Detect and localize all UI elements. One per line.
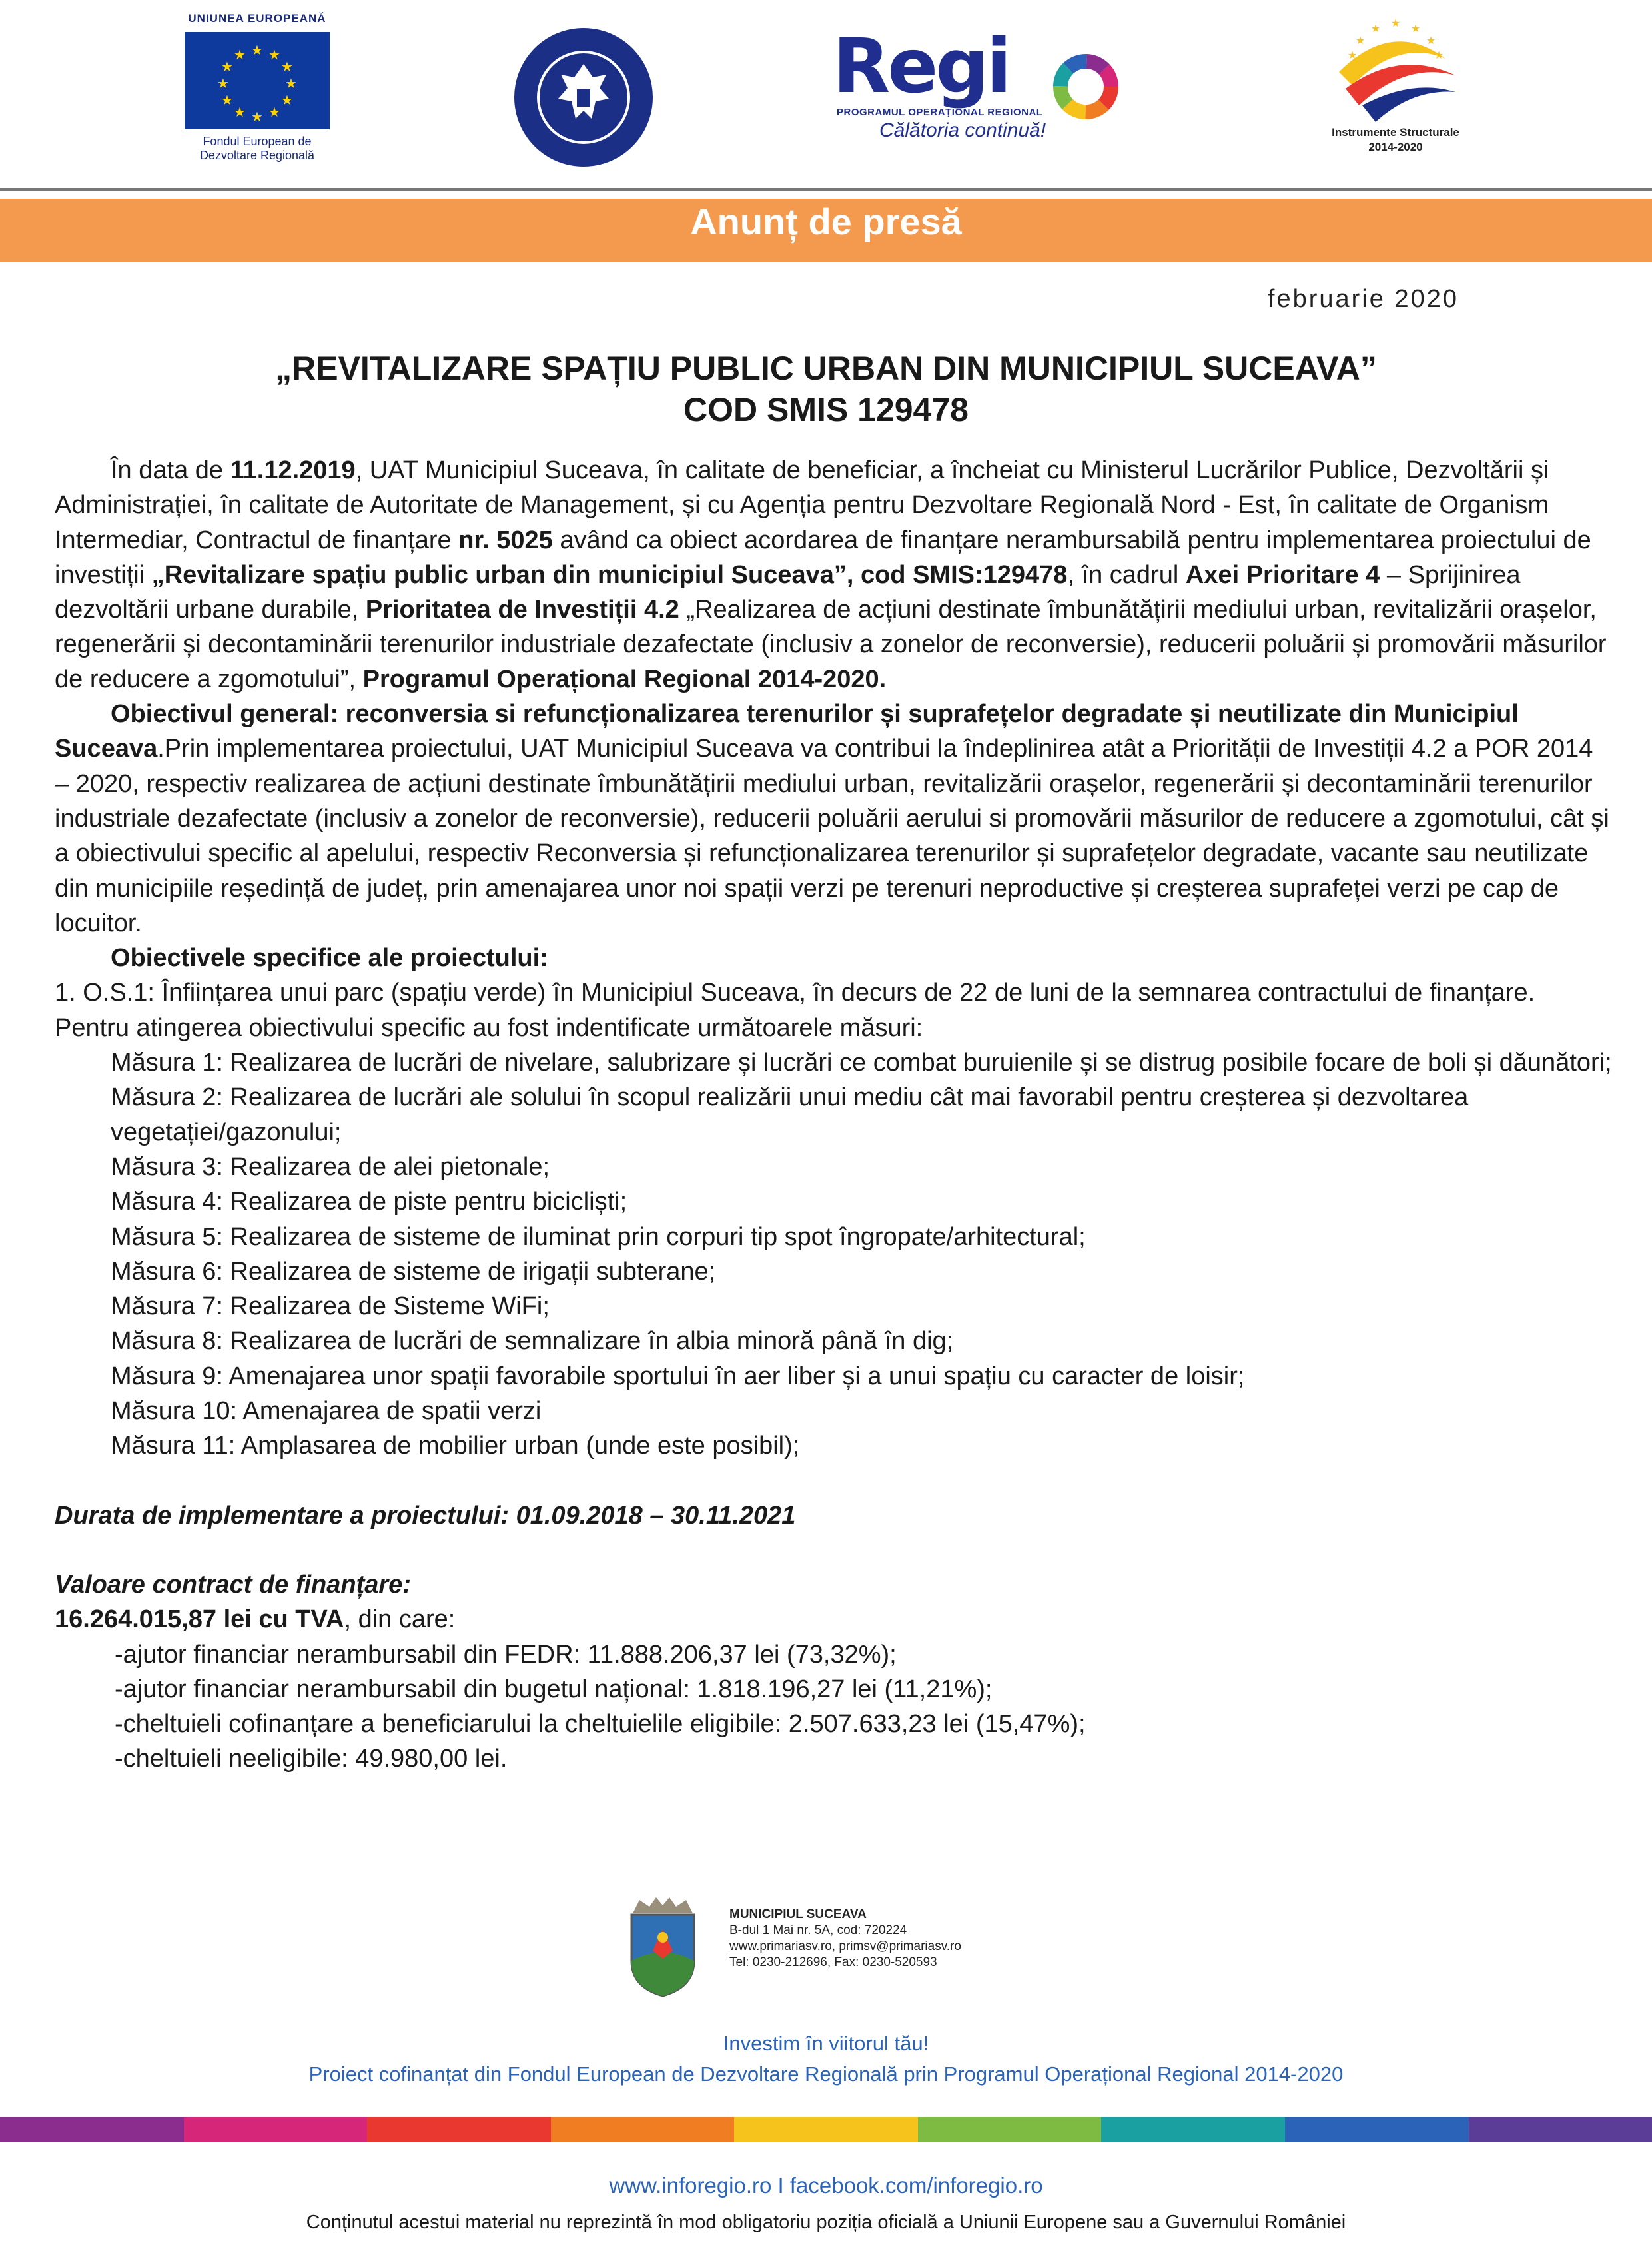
measure-item: Măsura 11: Amplasarea de mobilier urban (unde este posibil); <box>111 1432 800 1460</box>
structural-instruments-line1: Instrumente Structurale <box>1332 126 1459 139</box>
beneficiary-phone: Tel: 0230-212696, Fax: 0230-520593 <box>729 1955 937 1969</box>
financing-total <box>55 1602 1613 1637</box>
structural-instruments-icon <box>1312 12 1479 125</box>
svg-text:★: ★ <box>1355 34 1366 47</box>
svg-text:★: ★ <box>1390 17 1401 29</box>
intro-text: , UAT Municipiul Suceava, în calitate de beneficiar, a încheiat cu Ministerul Lucrărilor Publice, Dezvoltării și Administrației, în calitate de Autoritate de Management, și cu Agenția pentru Dezvoltare Regională Nord - Est, în calitate de Organism Intermediar, Contractul de finanțare <box>55 456 1549 554</box>
eu-caption: UNIUNEA EUROPEANĂ <box>188 12 326 25</box>
banner-title: Anunț de presă <box>690 201 962 242</box>
header-logos <box>0 0 1652 180</box>
spacer <box>55 1464 1613 1498</box>
color-stripe-segment <box>734 2117 918 2142</box>
intro-text: În data de <box>111 456 230 484</box>
general-objective: Obiectivul general: reconversia si refuncționalizarea terenurilor și suprafețelor degradate și neutilizate din Municipiul Suceava <box>55 700 1519 763</box>
beneficiary-address: B-dul 1 Mai nr. 5A, cod: 720224 <box>729 1923 907 1937</box>
release-date: februarie 2020 <box>1267 285 1459 313</box>
svg-text:★: ★ <box>251 42 263 58</box>
measure-item: Măsura 10: Amenajarea de spatii verzi <box>111 1397 542 1426</box>
financing-item: -ajutor financiar nerambursabil din bugetul național: 1.818.196,27 lei (11,21%); <box>115 1675 993 1703</box>
regio-program-label: PROGRAMUL OPERAȚIONAL REGIONAL <box>837 107 1043 118</box>
eu-fund-line2: Dezvoltare Regională <box>199 149 315 162</box>
color-stripe-segment <box>0 2117 184 2142</box>
structural-instruments-caption <box>1312 125 1479 155</box>
measure-item: Măsura 9: Amenajarea unor spații favorabile sportului în aer liber și a unui spațiu cu caracter de loisir; <box>111 1362 1245 1390</box>
svg-text:★: ★ <box>221 92 233 108</box>
footer-cofinance-note: Proiect cofinanțat din Fondul European de Dezvoltare Regională prin Programul Operațional Regional 2014-2020 <box>308 2062 1344 2086</box>
financing-item: -cheltuieli cofinanțare a beneficiarului la cheltuielile eligibile: 2.507.633,23 lei (15,47%); <box>115 1710 1086 1739</box>
beneficiary-name: MUNICIPIUL SUCEAVA <box>729 1907 867 1921</box>
svg-text:★: ★ <box>281 59 293 75</box>
financing-item: -ajutor financiar nerambursabil din FEDR: 11.888.206,37 lei (73,32%); <box>115 1640 897 1669</box>
svg-text:★: ★ <box>1410 22 1421 35</box>
svg-text:★: ★ <box>234 104 246 120</box>
color-stripe-segment <box>1469 2117 1652 2142</box>
project-name: „Revitalizare spațiu public urban din municipiul Suceava”, cod SMIS:129478 <box>151 560 1068 589</box>
footer-links[interactable]: www.inforegio.ro I facebook.com/inforegio.ro <box>609 2173 1043 2198</box>
intro-text: „Realizarea de acțiuni destinate îmbunătățirii mediului urban, revitalizării orașelor, regenerării și decontaminării terenurilor industriale dezafectate (inclusiv a zonelor de reconversie), reducerii poluării și promovării măsurilor de reducere a zgomotului”, <box>55 596 1607 693</box>
financing-heading-text: Valoare contract de finanțare: <box>55 1570 411 1599</box>
intro-text: – Sprijinirea dezvoltării urbane durabile, <box>55 560 1521 624</box>
color-stripe-segment <box>1101 2117 1285 2142</box>
press-release-body <box>55 453 1613 1777</box>
intro-text: având ca obiect acordarea de finanțare nerambursabilă pentru implementarea proiectului de investiții <box>55 526 1591 589</box>
project-title-line2: COD SMIS 129478 <box>683 391 969 428</box>
svg-text:★: ★ <box>217 75 229 91</box>
measure-item: Măsura 3: Realizarea de alei pietonale; <box>111 1152 550 1181</box>
footer-slogan: Investim în viitorul tău! <box>723 2032 929 2055</box>
implementation-duration <box>55 1498 1613 1533</box>
svg-text:★: ★ <box>221 59 233 75</box>
press-release-banner <box>0 199 1652 262</box>
measure-item: Măsura 4: Realizarea de piste pentru bicicliști; <box>111 1188 627 1216</box>
svg-text:★: ★ <box>1347 49 1358 61</box>
financing-item: -cheltuieli neeligibile: 49.980,00 lei. <box>115 1745 508 1773</box>
measure-item: Măsura 6: Realizarea de sisteme de irigații subterane; <box>111 1257 716 1286</box>
specific-objective-1: 1. O.S.1: Înființarea unui parc (spațiu verde) în Municipiul Suceava, în decurs de 22 de luni de la semnarea contractului de finanțare. Pentru atingerea obiectivului specific au fost indentificate următoarele măsuri: <box>55 979 1535 1042</box>
financing-heading <box>55 1568 1613 1602</box>
beneficiary-email: , primsv@primariasv.ro <box>831 1939 961 1953</box>
measure-item: Măsura 5: Realizarea de sisteme de iluminat prin corpuri tip spot îngropate/arhitectural; <box>111 1222 1086 1251</box>
specific-objectives-heading <box>55 941 1613 975</box>
measure-item: Măsura 1: Realizarea de lucrări de nivelare, salubrizare și lucrări ce combat buruienile și se distrug posibile focare de boli și dăunători; <box>111 1049 1612 1077</box>
financing-total-value: 16.264.015,87 lei cu TVA <box>55 1605 344 1634</box>
eu-fund-line1: Fondul European de <box>203 135 312 148</box>
svg-text:★: ★ <box>268 104 280 120</box>
structural-instruments-line2: 2014-2020 <box>1368 141 1423 153</box>
color-stripe-segment <box>918 2117 1102 2142</box>
priority-axis: Axei Prioritare 4 <box>1185 560 1380 589</box>
svg-text:★: ★ <box>285 75 297 91</box>
color-stripe <box>0 2117 1652 2142</box>
implementation-duration-text: Durata de implementare a proiectului: 01.09.2018 – 30.11.2021 <box>55 1501 796 1530</box>
svg-text:★: ★ <box>251 109 263 125</box>
measure-item: Măsura 8: Realizarea de lucrări de semnalizare în albia minoră până în dig; <box>111 1327 954 1356</box>
contract-number: nr. 5025 <box>458 526 553 554</box>
eu-flag-icon <box>185 32 330 129</box>
svg-text:★: ★ <box>1434 49 1444 61</box>
specific-objectives-heading-text: Obiectivele specifice ale proiectului: <box>111 944 548 973</box>
structural-instruments-logo <box>1312 12 1479 165</box>
government-seal-logo <box>512 25 655 169</box>
svg-text:★: ★ <box>234 47 246 63</box>
investment-priority: Prioritatea de Investiții 4.2 <box>365 596 679 624</box>
beneficiary-website-link[interactable]: www.primariasv.ro <box>729 1939 832 1953</box>
project-title-line1: „REVITALIZARE SPAȚIU PUBLIC URBAN DIN MUNICIPIUL SUCEAVA” <box>275 350 1377 387</box>
footer-disclaimer: Conținutul acestui material nu reprezintă în mod obligatoriu poziția oficială a Uniunii Europene sau a Guvernului României <box>306 2212 1346 2233</box>
regio-tagline: Călătoria continuă! <box>879 119 1046 141</box>
intro-paragraph <box>55 453 1613 697</box>
svg-text:★: ★ <box>1370 22 1381 35</box>
svg-text:★: ★ <box>1426 34 1436 47</box>
financing-breakdown <box>55 1637 1613 1777</box>
intro-text: , în cadrul <box>1067 560 1186 589</box>
suceava-coat-of-arms-icon <box>626 1897 699 1997</box>
footer-slogan-block <box>0 2028 1652 2090</box>
measure-item: Măsura 7: Realizarea de Sisteme WiFi; <box>111 1292 550 1321</box>
eu-logo <box>183 12 331 163</box>
measures-list <box>55 1045 1613 1464</box>
regio-color-ring-icon <box>1052 53 1119 120</box>
general-objective-text: .Prin implementarea proiectului, UAT Municipiul Suceava va contribui la îndeplinirea atât a Priorității de Investiții 4.2 a POR 2014 – 2020, respectiv realizarea de acțiuni destinate îmbunătățirii mediului urban, revitalizării orașelor, regenerării și decontaminării terenurilor industriale dezafectate (inclusiv a zonelor de reconversie), reducerii poluării aerului si promovării măsurilor de reducere a zgomotului, cât și a obiectivului specific al apelului, respectiv Reconversia și refuncționalizarea terenurilor și suprafețelor degradate, vacante sau neutilizate din municipiile reședință de județ, prin amenajarea unor noi spații verzi pe terenuri neproductive și creșterea suprafeței verzi pe cap de locuitor. <box>55 735 1609 937</box>
program-name: Programul Operațional Regional 2014-2020. <box>362 665 887 693</box>
project-title <box>0 348 1652 430</box>
regio-logo <box>833 23 1126 160</box>
svg-text:★: ★ <box>268 47 280 63</box>
regio-wordmark: Regi <box>833 23 1009 110</box>
beneficiary-web-line <box>729 1939 961 1955</box>
measure-item: Măsura 2: Realizarea de lucrări ale solului în scopul realizării unui mediu cât mai favorabil pentru creșterea și dezvoltarea vegetației/gazonului; <box>111 1083 1469 1146</box>
header-divider <box>0 188 1652 191</box>
color-stripe-segment <box>1285 2117 1469 2142</box>
svg-text:★: ★ <box>281 92 293 108</box>
spacer <box>55 1533 1613 1568</box>
color-stripe-segment <box>367 2117 551 2142</box>
contract-date: 11.12.2019 <box>230 456 356 484</box>
financing-total-rest: , din care: <box>344 1605 456 1634</box>
beneficiary-contact <box>729 1907 961 1971</box>
color-stripe-segment <box>184 2117 368 2142</box>
color-stripe-segment <box>551 2117 735 2142</box>
general-objective-paragraph <box>55 697 1613 941</box>
